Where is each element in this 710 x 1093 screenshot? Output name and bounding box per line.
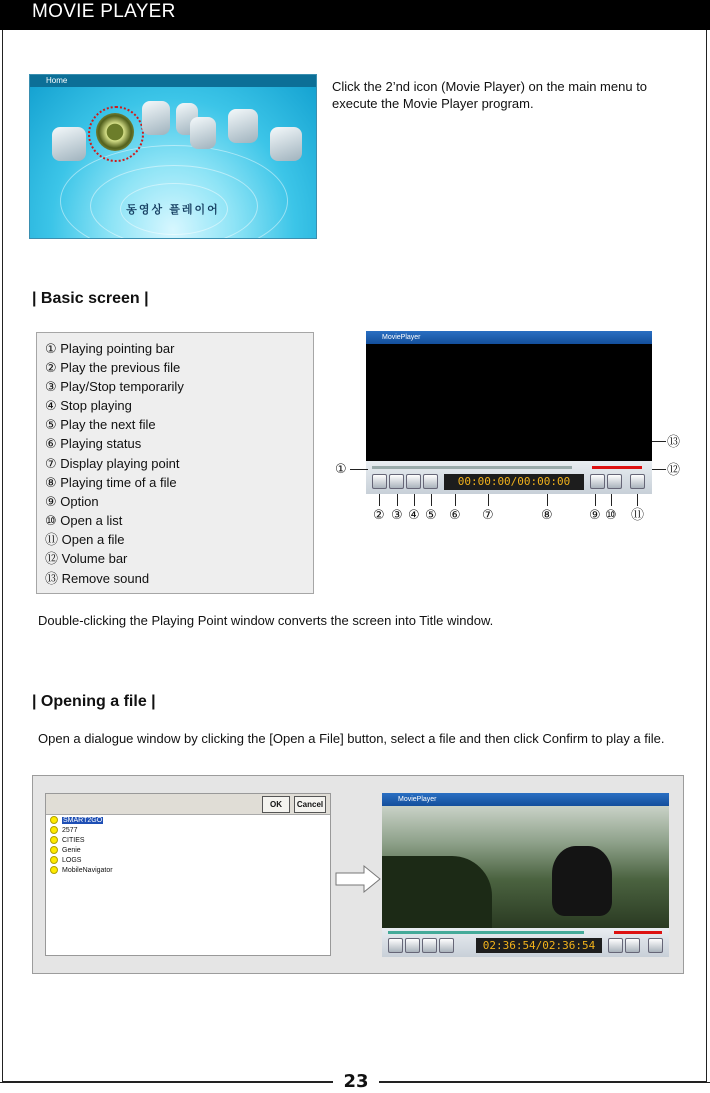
folder-icon (50, 866, 58, 874)
movie-option-button[interactable] (608, 938, 623, 953)
previous-button[interactable] (372, 474, 387, 489)
callout-line (455, 494, 456, 506)
playing-time-display: 00:00:00/00:00:00 (444, 474, 584, 490)
open-file-dialog (45, 793, 331, 956)
callout-3: ③ (391, 507, 403, 522)
callout-11: ⑪ (631, 507, 645, 522)
file-item-label: LOGS (62, 857, 82, 864)
legend-item: ③ Play/Stop temporarily (45, 379, 184, 394)
volume-bar[interactable] (592, 466, 642, 469)
stop-button[interactable] (406, 474, 421, 489)
callout-9: ⑨ (589, 507, 601, 522)
legend-item: ⑥ Playing status (45, 436, 142, 451)
callout-5: ⑤ (425, 507, 437, 522)
movie-open-file-button[interactable] (648, 938, 663, 953)
legend-item: ⑤ Play the next file (45, 417, 156, 432)
ok-button[interactable]: OK (262, 796, 290, 813)
home-title-bar (30, 75, 316, 87)
callout-1: ① (335, 461, 347, 476)
file-item[interactable] (50, 846, 81, 855)
menu-icon-6 (228, 109, 258, 143)
file-item[interactable] (50, 856, 81, 865)
menu-icon-1 (52, 127, 86, 161)
file-item[interactable] (50, 826, 78, 835)
callout-4: ④ (408, 507, 420, 522)
folder-icon (50, 836, 58, 844)
file-item[interactable] (50, 866, 113, 875)
callout-12: ⑫ (667, 462, 681, 477)
file-item-label: SMART2GO (63, 817, 103, 824)
open-file-button[interactable] (630, 474, 645, 489)
home-title: Home (46, 76, 68, 85)
movie-progress-bar[interactable] (388, 931, 584, 934)
play-pause-button[interactable] (389, 474, 404, 489)
legend-item: ⑧ Playing time of a file (45, 475, 177, 490)
next-button[interactable] (423, 474, 438, 489)
callout-7: ⑦ (482, 507, 494, 522)
movie-title-bar (382, 793, 669, 806)
callout-8: ⑧ (541, 507, 553, 522)
player-title: MoviePlayer (382, 334, 421, 341)
legend-item: ① Playing pointing bar (45, 341, 175, 356)
file-item-label: Genie (62, 847, 81, 854)
folder-icon (50, 826, 58, 834)
basic-screen-heading: | Basic screen | (32, 290, 149, 307)
callout-line (652, 441, 666, 442)
file-item-label: 2577 (62, 827, 78, 834)
legend-item: ⑩ Open a list (45, 513, 123, 528)
rock-shape (382, 856, 492, 928)
legend-item: ⑦ Display playing point (45, 456, 180, 471)
home-screen-image (29, 74, 317, 239)
file-item[interactable] (50, 836, 85, 845)
callout-line (488, 494, 489, 506)
callout-line (611, 494, 612, 506)
callout-13: ⑬ (667, 434, 681, 449)
page-number: 23 (333, 1071, 379, 1093)
legend-item: ④ Stop playing (45, 398, 132, 413)
home-caption: 동영상 플레이어 (126, 204, 220, 216)
menu-icon-7 (270, 127, 302, 161)
callout-line (637, 494, 638, 506)
callout-line (350, 469, 368, 470)
legend-item: ⑨ Option (45, 494, 99, 509)
highlight-circle (88, 106, 144, 162)
menu-icon-3 (142, 101, 170, 135)
player-title-bar (366, 331, 652, 344)
callout-10: ⑩ (605, 507, 617, 522)
folder-icon (50, 816, 58, 824)
legend-box (36, 332, 314, 594)
title-window-note: Double-clicking the Playing Point window converts the screen into Title window. (38, 613, 494, 628)
arrow-right-icon (334, 864, 382, 894)
option-button[interactable] (590, 474, 605, 489)
page-title: MOVIE PLAYER (32, 1, 176, 22)
player-control-bar (366, 461, 652, 494)
callout-2: ② (373, 507, 385, 522)
movie-title: MoviePlayer (398, 796, 437, 803)
cancel-button[interactable]: Cancel (294, 796, 326, 813)
legend-item: ⑫ Volume bar (45, 551, 128, 566)
movie-stop-button[interactable] (422, 938, 437, 953)
movie-time-display: 02:36:54/02:36:54 (476, 938, 602, 953)
playing-pointing-bar[interactable] (372, 466, 572, 469)
callout-6: ⑥ (449, 507, 461, 522)
callout-line (547, 494, 548, 506)
movie-list-button[interactable] (625, 938, 640, 953)
gorilla-shape (552, 846, 612, 916)
opening-file-heading: | Opening a file | (32, 693, 156, 710)
movie-volume-bar[interactable] (614, 931, 662, 934)
movie-play-button[interactable] (405, 938, 420, 953)
movie-previous-button[interactable] (388, 938, 403, 953)
header-bar (0, 0, 710, 30)
legend-item: ⑬ Remove sound (45, 571, 150, 586)
callout-line (397, 494, 398, 506)
movie-player-screenshot (366, 331, 652, 494)
movie-next-button[interactable] (439, 938, 454, 953)
movie-playing-screenshot (382, 793, 669, 957)
dialog-toolbar (46, 794, 330, 815)
folder-icon (50, 856, 58, 864)
intro-text: Click the 2’nd icon (Movie Player) on the main menu to execute the Movie Player program. (332, 79, 648, 111)
callout-line (652, 469, 666, 470)
menu-icon-5 (190, 117, 216, 149)
movie-frame-image (382, 806, 669, 928)
file-item-label: MobileNavigator (62, 867, 113, 874)
open-list-button[interactable] (607, 474, 622, 489)
file-item[interactable] (50, 816, 103, 825)
opening-file-text: Open a dialogue window by clicking the [Open a File] button, select a file and then click Confirm to play a file. (38, 731, 665, 746)
callout-line (414, 494, 415, 506)
legend-item: ⑪ Open a file (45, 532, 125, 547)
callout-line (595, 494, 596, 506)
callout-line (431, 494, 432, 506)
file-item-label: CITIES (62, 837, 85, 844)
legend-item: ② Play the previous file (45, 360, 181, 375)
callout-line (379, 494, 380, 506)
movie-control-bar (382, 928, 669, 957)
folder-icon (50, 846, 58, 854)
